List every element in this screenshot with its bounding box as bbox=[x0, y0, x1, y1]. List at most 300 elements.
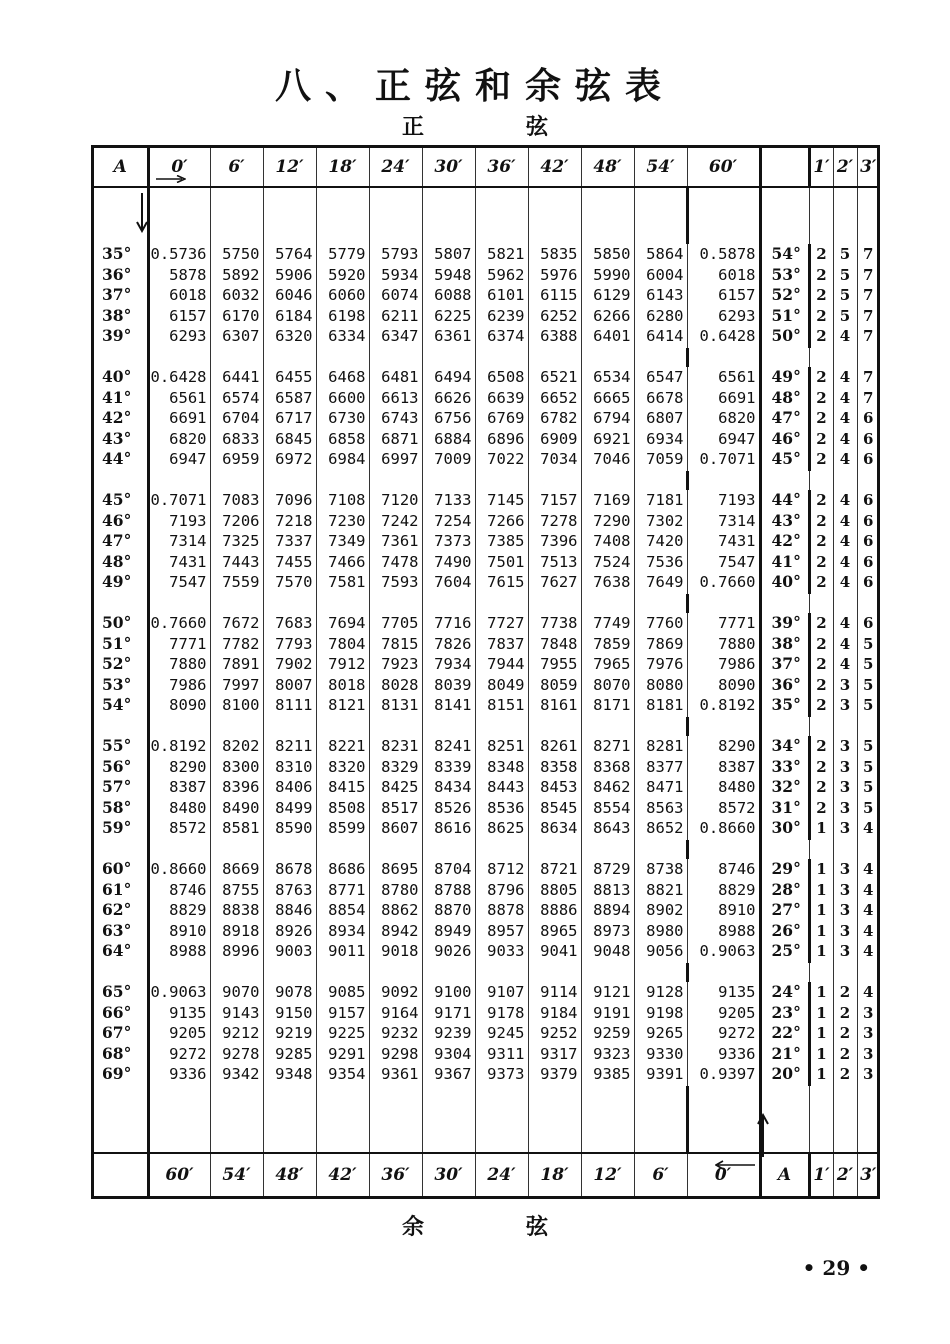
table-cell: 7230 bbox=[328, 511, 366, 530]
angle-label: 63° bbox=[102, 920, 132, 940]
proportional-part: 2 bbox=[816, 245, 827, 263]
header-minute: 60′ bbox=[687, 148, 760, 187]
table-cell: 7649 bbox=[646, 573, 684, 592]
proportional-part: 5 bbox=[863, 634, 874, 653]
table-cell: 8942 bbox=[381, 921, 419, 940]
gap-cell bbox=[833, 1086, 857, 1153]
table-cell: 8028 bbox=[381, 675, 419, 694]
table-cell: 8729 bbox=[593, 860, 631, 878]
table-cell: 9298 bbox=[381, 1044, 419, 1063]
table-cell: 6115 bbox=[540, 286, 578, 305]
table-cell: 6374 bbox=[487, 327, 525, 346]
gap-cell bbox=[833, 594, 857, 613]
angle-label: 47° bbox=[102, 531, 132, 551]
gap-cell bbox=[316, 471, 369, 490]
table-cell: 9056 bbox=[646, 942, 684, 961]
table-cell: 7373 bbox=[434, 532, 472, 551]
proportional-part: 5 bbox=[863, 757, 874, 776]
gap-cell bbox=[148, 717, 210, 736]
table-cell: 7793 bbox=[275, 634, 313, 653]
table-cell: 8910 bbox=[169, 921, 207, 940]
table-cell: 6794 bbox=[593, 409, 631, 428]
complement-angle-label: 28° bbox=[771, 879, 801, 899]
table-cell: 6521 bbox=[540, 368, 578, 386]
gap-cell bbox=[528, 471, 581, 490]
table-block bbox=[94, 736, 879, 840]
proportional-part: 1 bbox=[816, 1065, 827, 1084]
table-cell: 7604 bbox=[434, 573, 472, 592]
proportional-part: 5 bbox=[863, 655, 874, 674]
table-cell: 8813 bbox=[593, 880, 631, 899]
table-cell: 5764 bbox=[275, 245, 313, 263]
angle-label: 38° bbox=[102, 305, 132, 325]
table-cell: 8902 bbox=[646, 901, 684, 920]
table-cell: 7083 bbox=[222, 491, 260, 509]
gap-cell bbox=[422, 840, 475, 859]
value-column bbox=[528, 982, 581, 1086]
table-cell: 8829 bbox=[169, 901, 207, 920]
table-cell: 9219 bbox=[275, 1024, 313, 1043]
gap-cell bbox=[687, 594, 760, 613]
proportional-part: 1 bbox=[816, 901, 827, 920]
proportional-part: 4 bbox=[863, 901, 874, 920]
angle-label: 62° bbox=[102, 900, 132, 920]
table-cell: 7965 bbox=[593, 655, 631, 674]
table-cell: 5750 bbox=[222, 245, 260, 263]
table-cell: 0.7071 bbox=[699, 450, 756, 469]
proportional-part: 2 bbox=[816, 798, 827, 817]
gap-cell bbox=[528, 963, 581, 982]
proportional-part: 7 bbox=[863, 368, 874, 386]
value-column bbox=[369, 490, 422, 594]
table-cell: 7169 bbox=[593, 491, 631, 509]
table-cell: 9150 bbox=[275, 1003, 313, 1022]
proportional-part: 4 bbox=[863, 880, 874, 899]
table-cell: 7976 bbox=[646, 655, 684, 674]
table-cell: 6574 bbox=[222, 388, 260, 407]
proportional-part: 6 bbox=[863, 450, 874, 469]
value-column bbox=[316, 982, 369, 1086]
table-cell: 7547 bbox=[718, 552, 756, 571]
arrow-up-icon bbox=[757, 1113, 769, 1157]
table-cell: 7431 bbox=[718, 532, 756, 551]
footer-minute: 12′ bbox=[581, 1153, 634, 1196]
header-minute: 18′ bbox=[316, 148, 369, 187]
gap-cell bbox=[422, 963, 475, 982]
table-cell: 7108 bbox=[328, 491, 366, 509]
proportional-part: 2 bbox=[816, 388, 827, 407]
proportional-part: 2 bbox=[816, 778, 827, 797]
table-cell: 8517 bbox=[381, 798, 419, 817]
gap-cell bbox=[833, 348, 857, 367]
table-cell: 6198 bbox=[328, 306, 366, 325]
angle-column bbox=[94, 736, 148, 840]
table-cell: 7934 bbox=[434, 655, 472, 674]
table-cell: 8007 bbox=[275, 675, 313, 694]
gap-cell bbox=[148, 963, 210, 982]
table-cell: 6947 bbox=[169, 450, 207, 469]
proportional-parts-column bbox=[809, 982, 833, 1086]
gap-cell bbox=[369, 471, 422, 490]
table-cell: 6820 bbox=[718, 409, 756, 428]
table-cell: 8854 bbox=[328, 901, 366, 920]
sine-cosine-table bbox=[91, 145, 880, 1199]
gap-cell bbox=[148, 1086, 210, 1153]
table-cell: 7266 bbox=[487, 511, 525, 530]
proportional-part: 4 bbox=[839, 327, 851, 346]
table-cell: 6320 bbox=[275, 327, 313, 346]
gap-cell bbox=[94, 840, 148, 859]
proportional-part: 5 bbox=[839, 265, 851, 284]
proportional-part: 3 bbox=[839, 757, 851, 776]
table-cell: 6652 bbox=[540, 388, 578, 407]
proportional-part: 6 bbox=[863, 409, 874, 428]
table-cell: 8746 bbox=[169, 880, 207, 899]
proportional-part: 4 bbox=[839, 368, 851, 386]
gap-cell bbox=[210, 840, 263, 859]
table-cell: 7837 bbox=[487, 634, 525, 653]
table-cell: 6704 bbox=[222, 409, 260, 428]
table-cell: 8480 bbox=[169, 798, 207, 817]
table-cell: 7157 bbox=[540, 491, 578, 509]
proportional-parts-column bbox=[857, 367, 879, 471]
proportional-part: 1 bbox=[816, 880, 827, 899]
value-column bbox=[581, 982, 634, 1086]
table-cell: 9245 bbox=[487, 1024, 525, 1043]
table-cell: 7570 bbox=[275, 573, 313, 592]
table-cell: 8171 bbox=[593, 696, 631, 715]
table-cell: 9336 bbox=[718, 1044, 756, 1063]
table-cell: 7361 bbox=[381, 532, 419, 551]
complement-angle-column bbox=[760, 367, 809, 471]
gap-cell bbox=[148, 348, 210, 367]
table-cell: 9107 bbox=[487, 983, 525, 1001]
sine-caption: 正 弦 bbox=[401, 115, 588, 140]
value-column bbox=[148, 367, 210, 471]
proportional-parts-column bbox=[857, 736, 879, 840]
header-minute: 36′ bbox=[475, 148, 528, 187]
proportional-parts-column bbox=[833, 244, 857, 348]
proportional-part: 7 bbox=[863, 265, 874, 284]
table-cell: 8090 bbox=[169, 696, 207, 715]
cosine-caption: 余 弦 bbox=[401, 1215, 588, 1240]
value-column bbox=[687, 859, 760, 963]
table-cell: 8211 bbox=[275, 737, 313, 755]
table-cell: 8721 bbox=[540, 860, 578, 878]
table-cell: 6225 bbox=[434, 306, 472, 325]
table-cell: 7869 bbox=[646, 634, 684, 653]
gap-cell bbox=[528, 348, 581, 367]
gap-cell bbox=[687, 471, 760, 490]
table-cell: 6293 bbox=[169, 327, 207, 346]
complement-angle-label: 39° bbox=[771, 613, 801, 632]
gap-cell bbox=[528, 1086, 581, 1153]
table-cell: 6756 bbox=[434, 409, 472, 428]
gap-cell bbox=[369, 594, 422, 613]
value-column bbox=[687, 367, 760, 471]
gap-cell bbox=[475, 594, 528, 613]
table-cell: 9361 bbox=[381, 1065, 419, 1084]
table-cell: 7513 bbox=[540, 552, 578, 571]
value-column bbox=[316, 613, 369, 717]
table-cell: 7009 bbox=[434, 450, 472, 469]
proportional-part: 7 bbox=[863, 245, 874, 263]
gap-cell bbox=[687, 963, 760, 982]
table-cell: 9278 bbox=[222, 1044, 260, 1063]
value-column bbox=[687, 490, 760, 594]
proportional-part: 3 bbox=[839, 696, 851, 715]
table-cell: 7859 bbox=[593, 634, 631, 653]
angle-label: 51° bbox=[102, 633, 132, 653]
table-cell: 6032 bbox=[222, 286, 260, 305]
footer-minute: 24′ bbox=[475, 1153, 528, 1196]
proportional-parts-column bbox=[833, 736, 857, 840]
proportional-parts-column bbox=[833, 982, 857, 1086]
table-cell: 8358 bbox=[540, 757, 578, 776]
header-minute: 24′ bbox=[369, 148, 422, 187]
complement-angle-column bbox=[760, 244, 809, 348]
footer-angle: A bbox=[760, 1153, 809, 1196]
footer-minute: 48′ bbox=[263, 1153, 316, 1196]
table-cell: 7133 bbox=[434, 491, 472, 509]
table-cell: 9085 bbox=[328, 983, 366, 1001]
gap-cell bbox=[263, 471, 316, 490]
table-cell: 8348 bbox=[487, 757, 525, 776]
table-cell: 6547 bbox=[646, 368, 684, 386]
angle-label: 40° bbox=[102, 367, 132, 386]
gap-cell bbox=[475, 963, 528, 982]
table-cell: 7046 bbox=[593, 450, 631, 469]
table-cell: 8926 bbox=[275, 921, 313, 940]
table-cell: 7443 bbox=[222, 552, 260, 571]
table-cell: 8771 bbox=[328, 880, 366, 899]
complement-angle-label: 27° bbox=[771, 900, 801, 920]
gap-cell bbox=[475, 348, 528, 367]
table-cell: 7815 bbox=[381, 634, 419, 653]
footer-minute: 36′ bbox=[369, 1153, 422, 1196]
proportional-part: 2 bbox=[816, 655, 827, 674]
gap-cell bbox=[369, 1086, 422, 1153]
gap-cell bbox=[809, 717, 833, 736]
gap-cell bbox=[581, 1086, 634, 1153]
table-cell: 9114 bbox=[540, 983, 578, 1001]
table-cell: 7096 bbox=[275, 491, 313, 509]
table-cell: 7944 bbox=[487, 655, 525, 674]
table-cell: 7242 bbox=[381, 511, 419, 530]
complement-angle-label: 45° bbox=[771, 449, 801, 469]
proportional-part: 5 bbox=[863, 778, 874, 797]
header-minute-label: 0′ bbox=[171, 157, 188, 177]
gap-cell bbox=[760, 471, 809, 490]
proportional-part: 2 bbox=[816, 286, 827, 305]
table-cell: 8695 bbox=[381, 860, 419, 878]
table-cell: 5850 bbox=[593, 245, 631, 263]
proportional-part: 4 bbox=[839, 511, 851, 530]
proportional-parts-column bbox=[833, 613, 857, 717]
gap-cell bbox=[475, 471, 528, 490]
proportional-part: 3 bbox=[839, 798, 851, 817]
angle-label: 56° bbox=[102, 756, 132, 776]
table-cell: 8415 bbox=[328, 778, 366, 797]
proportional-part: 2 bbox=[816, 409, 827, 428]
proportional-part: 4 bbox=[863, 942, 874, 961]
table-cell: 8918 bbox=[222, 921, 260, 940]
value-column bbox=[528, 613, 581, 717]
gap-cell bbox=[809, 348, 833, 367]
complement-angle-label: 51° bbox=[771, 305, 801, 325]
proportional-part: 7 bbox=[863, 306, 874, 325]
value-column bbox=[475, 367, 528, 471]
table-cell: 7337 bbox=[275, 532, 313, 551]
spacer-row bbox=[94, 187, 879, 244]
value-column bbox=[475, 244, 528, 348]
table-cell: 8572 bbox=[169, 819, 207, 838]
footer-minute: 18′ bbox=[528, 1153, 581, 1196]
proportional-parts-column bbox=[857, 613, 879, 717]
table-cell: 7396 bbox=[540, 532, 578, 551]
header-pp: 2′ bbox=[833, 148, 857, 187]
table-cell: 8151 bbox=[487, 696, 525, 715]
table-cell: 0.8192 bbox=[699, 696, 756, 715]
proportional-part: 5 bbox=[839, 245, 851, 263]
table-cell: 8300 bbox=[222, 757, 260, 776]
angle-label: 43° bbox=[102, 428, 132, 448]
table-cell: 7408 bbox=[593, 532, 631, 551]
table-cell: 8261 bbox=[540, 737, 578, 755]
table-cell: 7278 bbox=[540, 511, 578, 530]
table-cell: 7782 bbox=[222, 634, 260, 653]
value-column bbox=[316, 859, 369, 963]
table-cell: 8221 bbox=[328, 737, 366, 755]
table-cell: 8980 bbox=[646, 921, 684, 940]
table-cell: 8712 bbox=[487, 860, 525, 878]
proportional-part: 2 bbox=[816, 450, 827, 469]
proportional-part: 6 bbox=[863, 552, 874, 571]
header-minute: 12′ bbox=[263, 148, 316, 187]
table-cell: 8121 bbox=[328, 696, 366, 715]
table-cell: 6157 bbox=[169, 306, 207, 325]
table-cell: 8499 bbox=[275, 798, 313, 817]
table-cell: 8141 bbox=[434, 696, 472, 715]
proportional-part: 5 bbox=[863, 696, 874, 715]
table-cell: 7848 bbox=[540, 634, 578, 653]
header-row bbox=[94, 148, 879, 187]
table-cell: 5821 bbox=[487, 245, 525, 263]
footer-minute: 42′ bbox=[316, 1153, 369, 1196]
table-cell: 6858 bbox=[328, 429, 366, 448]
footer-minute: 60′ bbox=[148, 1153, 210, 1196]
complement-angle-label: 43° bbox=[771, 510, 801, 530]
gap-cell bbox=[687, 717, 760, 736]
proportional-part: 3 bbox=[839, 778, 851, 797]
table-cell: 9191 bbox=[593, 1003, 631, 1022]
footer-pp: 1′ bbox=[809, 1153, 833, 1196]
proportional-part: 7 bbox=[863, 388, 874, 407]
table-cell: 8181 bbox=[646, 696, 684, 715]
gap-cell bbox=[857, 348, 879, 367]
table-cell: 9317 bbox=[540, 1044, 578, 1063]
table-cell: 5878 bbox=[169, 265, 207, 284]
table-cell: 8755 bbox=[222, 880, 260, 899]
gap-cell bbox=[263, 963, 316, 982]
proportional-part: 2 bbox=[816, 511, 827, 530]
gap-cell bbox=[369, 963, 422, 982]
gap-cell bbox=[316, 594, 369, 613]
table-cell: 6074 bbox=[381, 286, 419, 305]
table-cell: 7193 bbox=[718, 491, 756, 509]
gap-cell bbox=[475, 717, 528, 736]
table-cell: 6334 bbox=[328, 327, 366, 346]
value-column bbox=[148, 244, 210, 348]
proportional-part: 4 bbox=[839, 491, 851, 509]
table-cell: 8949 bbox=[434, 921, 472, 940]
table-cell: 8634 bbox=[540, 819, 578, 838]
table-cell: 5835 bbox=[540, 245, 578, 263]
complement-angle-label: 25° bbox=[771, 941, 801, 961]
proportional-part: 2 bbox=[816, 634, 827, 653]
table-cell: 8788 bbox=[434, 880, 472, 899]
value-column bbox=[422, 982, 475, 1086]
gap-cell bbox=[528, 717, 581, 736]
value-column bbox=[210, 613, 263, 717]
table-cell: 8070 bbox=[593, 675, 631, 694]
table-cell: 6947 bbox=[718, 429, 756, 448]
table-cell: 8965 bbox=[540, 921, 578, 940]
proportional-part: 1 bbox=[816, 1024, 827, 1043]
table-cell: 6691 bbox=[718, 388, 756, 407]
arrow-down-icon bbox=[136, 193, 148, 233]
table-cell: 8563 bbox=[646, 798, 684, 817]
table-cell: 8434 bbox=[434, 778, 472, 797]
table-cell: 8846 bbox=[275, 901, 313, 920]
table-cell: 6018 bbox=[718, 265, 756, 284]
table-cell: 6561 bbox=[169, 388, 207, 407]
table-cell: 9121 bbox=[593, 983, 631, 1001]
table-cell: 0.5878 bbox=[699, 245, 756, 263]
table-cell: 8886 bbox=[540, 901, 578, 920]
table-cell: 6252 bbox=[540, 306, 578, 325]
complement-angle-label: 20° bbox=[771, 1064, 801, 1084]
table-cell: 6665 bbox=[593, 388, 631, 407]
block-gap-row bbox=[94, 717, 879, 736]
table-cell: 6691 bbox=[169, 409, 207, 428]
table-cell: 7547 bbox=[169, 573, 207, 592]
value-column bbox=[148, 859, 210, 963]
table-cell: 9265 bbox=[646, 1024, 684, 1043]
table-cell: 6088 bbox=[434, 286, 472, 305]
value-column bbox=[475, 982, 528, 1086]
proportional-part: 6 bbox=[863, 429, 874, 448]
page-number: • 29 • bbox=[802, 1256, 870, 1280]
value-column bbox=[581, 736, 634, 840]
value-column bbox=[369, 367, 422, 471]
value-column bbox=[316, 244, 369, 348]
complement-angle-label: 36° bbox=[771, 674, 801, 694]
table-cell: 7431 bbox=[169, 552, 207, 571]
table-cell: 6307 bbox=[222, 327, 260, 346]
table-cell: 8934 bbox=[328, 921, 366, 940]
table-cell: 8508 bbox=[328, 798, 366, 817]
complement-angle-label: 23° bbox=[771, 1002, 801, 1022]
gap-cell bbox=[210, 594, 263, 613]
table-cell: 9026 bbox=[434, 942, 472, 961]
value-column bbox=[634, 859, 687, 963]
proportional-parts-column bbox=[857, 244, 879, 348]
angle-label: 53° bbox=[102, 674, 132, 694]
proportional-part: 1 bbox=[816, 860, 827, 878]
proportional-part: 5 bbox=[839, 306, 851, 325]
table-cell: 8018 bbox=[328, 675, 366, 694]
